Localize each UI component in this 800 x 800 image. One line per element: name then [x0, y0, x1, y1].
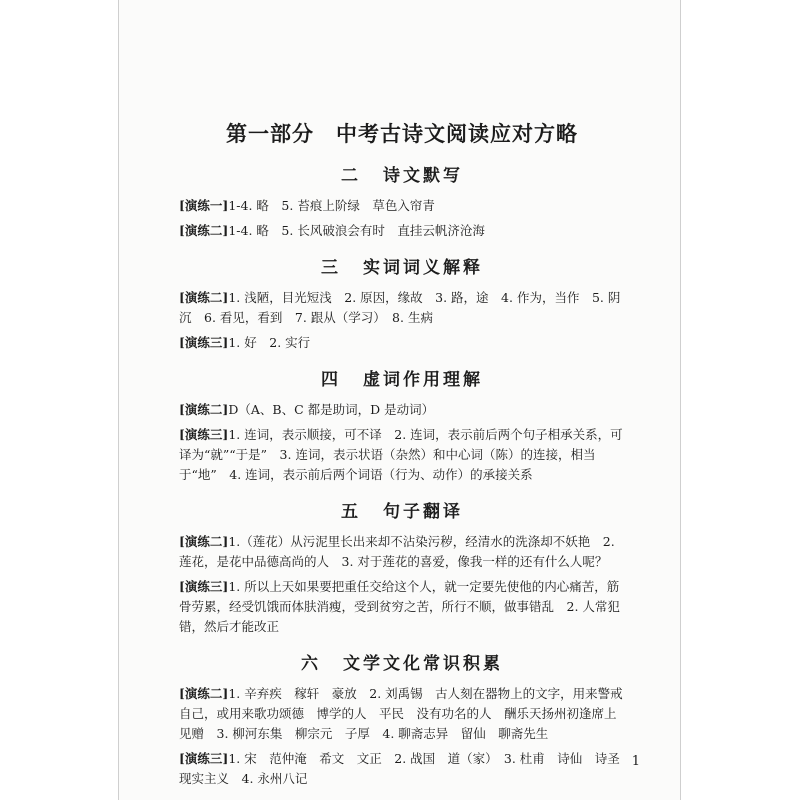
answer-paragraph [179, 221, 625, 241]
exercise-tag: [演练一] [179, 198, 229, 213]
section-heading: 诗文默写 [383, 166, 463, 186]
section-title [179, 497, 625, 522]
section-number: 三 [321, 258, 341, 278]
exercise-tag: [演练二] [179, 402, 229, 417]
section-number: 二 [341, 166, 361, 186]
answer-paragraph [179, 333, 625, 353]
answer-text: 1. 所以上天如果要把重任交给这个人，就一定要先使他的内心痛苦，筋骨劳累，经受饥饿而体肤消瘦，受到贫穷之苦，所行不顺，做事错乱 2. 人常犯错，然后才能改正 [179, 579, 620, 634]
exercise-tag: [演练三] [179, 427, 229, 442]
section-heading: 虚词作用理解 [363, 370, 483, 390]
answer-paragraph [179, 684, 625, 744]
section-heading: 实词词义解释 [363, 258, 483, 278]
answer-paragraph [179, 425, 625, 485]
answer-paragraph [179, 532, 625, 572]
section-title [179, 365, 625, 390]
page-content [179, 118, 633, 794]
section-number: 五 [341, 502, 361, 522]
section-number: 四 [321, 370, 341, 390]
answer-paragraph [179, 288, 625, 328]
answer-paragraph [179, 196, 625, 216]
answer-paragraph [179, 400, 625, 420]
exercise-tag: [演练三] [179, 751, 229, 766]
exercise-tag: [演练三] [179, 579, 229, 594]
exercise-tag: [演练二] [179, 290, 229, 305]
answer-text: 1. 宋 范仲淹 希文 文正 2. 战国 道（家） 3. 杜甫 诗仙 诗圣 现实主义 4. 永州八记 [179, 751, 633, 786]
section-title [179, 161, 625, 186]
answer-text: 1-4. 略 5. 长风破浪会有时 直挂云帆济沧海 [228, 223, 485, 238]
book-page [118, 0, 681, 800]
answer-text: 1-4. 略 5. 苔痕上阶绿 草色入帘青 [228, 198, 435, 213]
answer-text: 1. 好 2. 实行 [228, 335, 311, 350]
exercise-tag: [演练三] [179, 335, 229, 350]
section-heading: 文学文化常识积累 [343, 654, 503, 674]
part-title [179, 118, 625, 148]
answer-text: D（A、B、C 都是助词，D 是动词） [228, 402, 435, 417]
answer-text: 1.（莲花）从污泥里长出来却不沾染污秽，经清水的洗涤却不妖艳 2. 莲花，是花中品德高尚的人 3. 对于莲花的喜爱，像我一样的还有什么人呢？ [179, 534, 615, 569]
section-heading: 句子翻译 [383, 502, 463, 522]
section-title [179, 649, 625, 674]
exercise-tag: [演练二] [179, 534, 229, 549]
answer-paragraph [179, 749, 633, 789]
section-title [179, 253, 625, 278]
part-title-main: 中考古诗文阅读应对方略 [336, 121, 578, 146]
answer-text: 1. 浅陋，目光短浅 2. 原因，缘故 3. 路，途 4. 作为，当作 5. 阴沉 6. 看见，看到 7. 跟从（学习） 8. 生病 [179, 290, 621, 325]
answer-text: 1. 连词，表示顺接，可不译 2. 连词，表示前后两个句子相承关系，可译为“就”“于是” 3. 连词，表示状语（杂然）和中心词（陈）的连接，相当于“地” 4. 连词，表示前后两个词语（行为、动作）的承接关系 [179, 427, 623, 482]
answer-text: 1. 辛弃疾 稼轩 豪放 2. 刘禹锡 古人刻在器物上的文字，用来警戒自己，或用来歌功颂德 博学的人 平民 没有功名的人 酬乐天扬州初逢席上见赠 3. 柳河东集 柳宗元 子厚 4. 聊斋志异 留仙 聊斋先生 [179, 686, 623, 741]
part-title-prefix: 第一部分 [226, 121, 314, 146]
section-number: 六 [301, 654, 321, 674]
page-number: 1 [631, 754, 640, 769]
answer-paragraph [179, 577, 625, 637]
exercise-tag: [演练二] [179, 686, 229, 701]
exercise-tag: [演练二] [179, 223, 229, 238]
